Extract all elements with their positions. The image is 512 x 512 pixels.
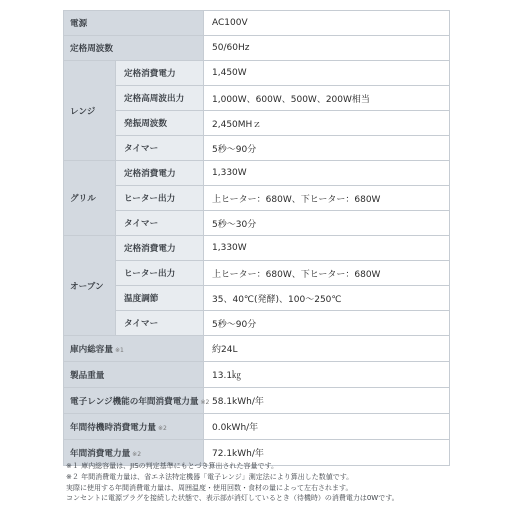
spec-sublabel: タイマー (116, 136, 204, 161)
spec-value: 5秒〜90分 (204, 136, 450, 161)
spec-value: 0.0kWh/年 (204, 414, 450, 440)
footnote-line: ※１ 庫内総容量は、JISの判定基準にもとづき算出された容量です。 (66, 462, 278, 470)
spec-row (64, 261, 450, 286)
spec-label (64, 414, 204, 440)
spec-row (64, 211, 450, 236)
spec-sublabel: タイマー (116, 211, 204, 236)
group-label-range: レンジ (64, 61, 116, 161)
spec-row (64, 111, 450, 136)
spec-sublabel: 定格高周波出力 (116, 86, 204, 111)
footnote-mark: ※2 (157, 424, 167, 432)
spec-row (64, 336, 450, 362)
spec-label (64, 388, 210, 414)
spec-sublabel: 発振周波数 (116, 111, 204, 136)
spec-label-text: 年間消費電力量 (70, 448, 131, 459)
footnote-line: ※２ 年間消費電力量は、省エネ法特定機器「電子レンジ」測定法により算出した数値です。 (66, 472, 354, 481)
spec-value: 35、40℃(発酵)、100〜250℃ (204, 286, 450, 311)
footnote-mark: ※1 (114, 346, 124, 354)
spec-row (64, 286, 450, 311)
spec-label-text: 年間待機時消費電力量 (70, 422, 156, 433)
spec-label-text: 電子レンジ機能の年間消費電力量 (70, 396, 199, 407)
spec-table (63, 10, 450, 466)
spec-value: 50/60Hz (204, 36, 450, 61)
spec-value: 約24L (204, 336, 450, 362)
spec-label-text: 製品重量 (70, 370, 105, 381)
footnote-mark: ※2 (132, 450, 142, 458)
footnote-line: コンセントに電源プラグを接続した状態で、表示部が消灯しているとき（待機時）の消費電力は0Wです。 (66, 494, 399, 503)
spec-value: 1,450W (204, 61, 450, 86)
footnote-mark: ※2 (200, 398, 210, 406)
footnotes (66, 461, 456, 504)
spec-row (64, 136, 450, 161)
spec-row (64, 11, 450, 36)
spec-row (64, 86, 450, 111)
spec-sublabel: 温度調節 (116, 286, 204, 311)
footnote-line: 実際に使用する年間消費電力量は、周囲温度・使用回数・食材の量によって左右されます。 (66, 483, 353, 492)
spec-row (64, 236, 450, 261)
spec-row (64, 161, 450, 186)
spec-label: 電源 (64, 11, 204, 36)
spec-value: 13.1㎏ (204, 362, 450, 388)
spec-sublabel: 定格消費電力 (116, 236, 204, 261)
spec-row (64, 388, 450, 414)
spec-label: 定格周波数 (64, 36, 204, 61)
spec-row (64, 36, 450, 61)
spec-value: 1,330W (204, 161, 450, 186)
spec-value: 58.1kWh/年 (204, 388, 450, 414)
spec-value: 5秒〜90分 (204, 311, 450, 336)
spec-value: AC100V (204, 11, 450, 36)
spec-label (64, 336, 204, 362)
spec-label-text: 庫内総容量 (70, 344, 113, 355)
spec-value: 上ヒーター：680W、下ヒーター：680W (204, 261, 450, 286)
spec-value: 5秒〜30分 (204, 211, 450, 236)
spec-row (64, 362, 450, 388)
spec-value: 1,000W、600W、500W、200W相当 (204, 86, 450, 111)
spec-sublabel: ヒーター出力 (116, 261, 204, 286)
spec-row (64, 186, 450, 211)
spec-value: 72.1kWh/年 (204, 440, 450, 466)
spec-row (64, 311, 450, 336)
spec-value: 上ヒーター：680W、下ヒーター：680W (204, 186, 450, 211)
spec-sublabel: タイマー (116, 311, 204, 336)
spec-sublabel: 定格消費電力 (116, 161, 204, 186)
spec-sublabel: ヒーター出力 (116, 186, 204, 211)
group-label-grill: グリル (64, 161, 116, 236)
spec-sublabel: 定格消費電力 (116, 61, 204, 86)
group-label-oven: オーブン (64, 236, 116, 336)
spec-row (64, 61, 450, 86)
spec-value: 2,450MHｚ (204, 111, 450, 136)
spec-row (64, 414, 450, 440)
spec-value: 1,330W (204, 236, 450, 261)
spec-label (64, 362, 204, 388)
